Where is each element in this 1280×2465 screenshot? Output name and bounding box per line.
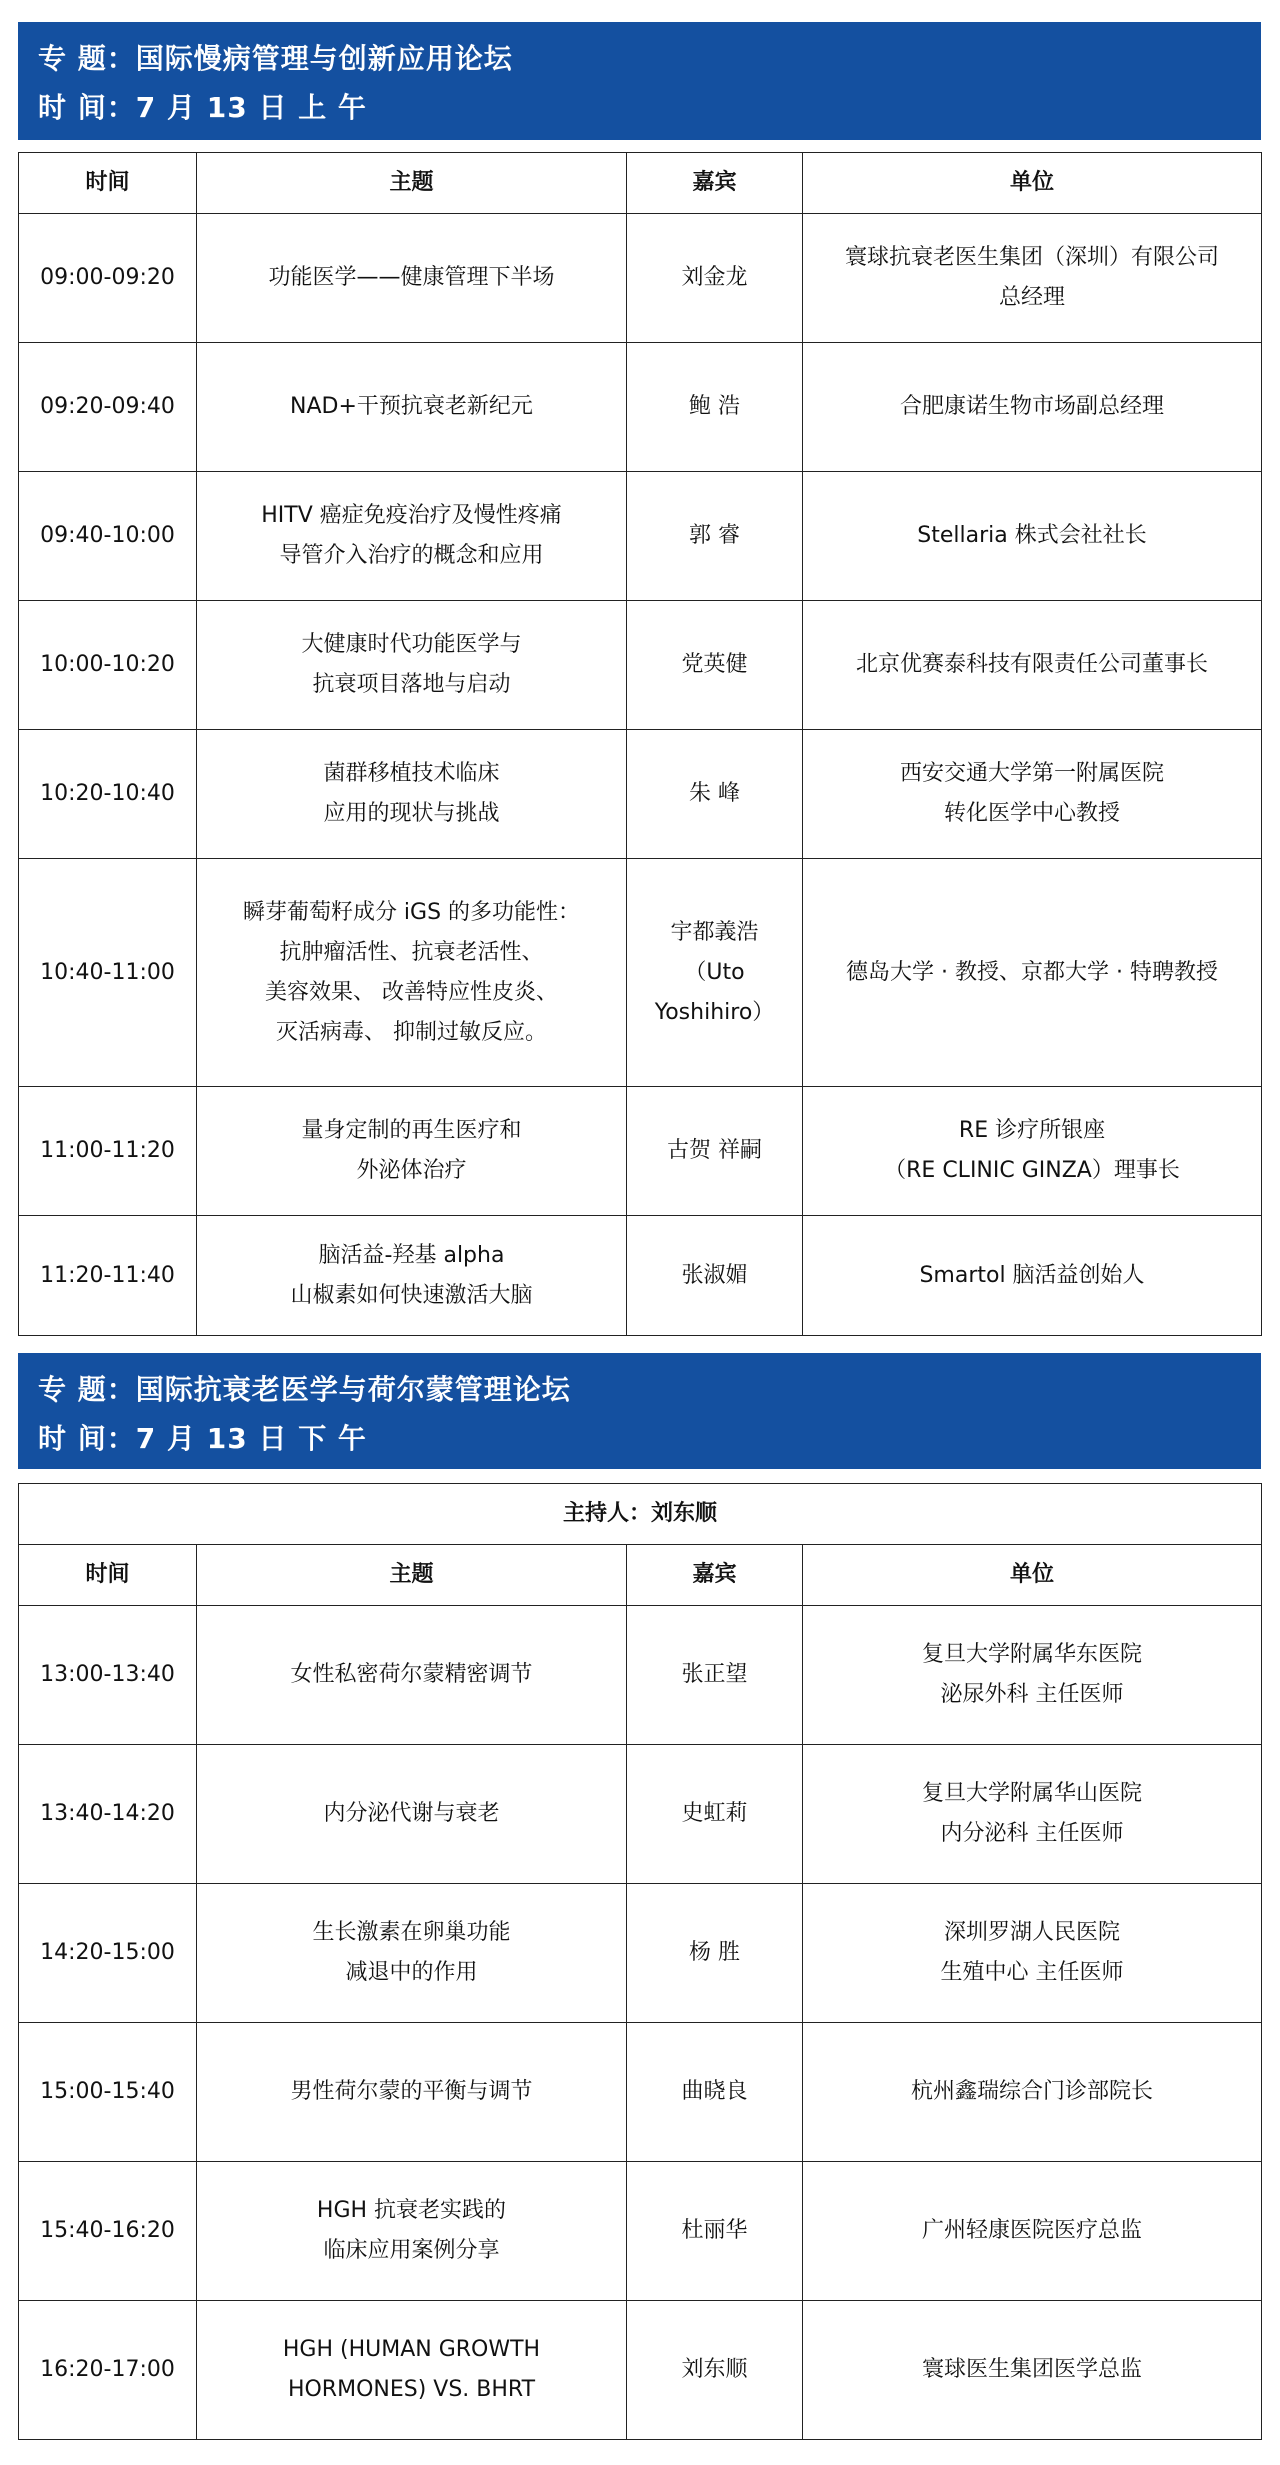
- cell-org: [803, 2023, 1262, 2162]
- cell-topic-line: 生长激素在卵巢功能: [312, 1920, 511, 1945]
- session2-time: 时 间：7 月 13 日 下 午: [38, 1422, 367, 1455]
- cell-org: [803, 1606, 1262, 1745]
- cell-topic: [197, 1087, 627, 1216]
- cell-topic: [197, 1884, 627, 2023]
- cell-org-line: 北京优赛泰科技有限责任公司董事长: [855, 652, 1208, 677]
- cell-speaker: [627, 1087, 803, 1216]
- cell-time: 10:40-11:00: [19, 859, 197, 1087]
- cell-org: [803, 601, 1262, 730]
- cell-speaker-line: 朱 峰: [689, 781, 740, 806]
- cell-topic-line: 美容效果、 改善特应性皮炎、: [265, 979, 558, 1005]
- cell-org-line: Smartol 脑活益创始人: [919, 1262, 1145, 1288]
- cell-speaker-line: 郭 睿: [689, 523, 740, 548]
- header-speaker: 嘉宾: [627, 153, 803, 214]
- cell-topic-line: 减退中的作用: [345, 1960, 478, 1985]
- cell-topic: [197, 1745, 627, 1884]
- cell-org: [803, 472, 1262, 601]
- cell-topic-line: 山椒素如何快速激活大脑: [290, 1282, 533, 1308]
- table-row: [19, 730, 1262, 859]
- cell-time: 09:20-09:40: [19, 343, 197, 472]
- cell-speaker: [627, 730, 803, 859]
- cell-org: [803, 2162, 1262, 2301]
- cell-org-line: Stellaria 株式会社社长: [917, 523, 1147, 548]
- cell-topic-line: 功能医学——健康管理下半场: [268, 265, 555, 290]
- cell-speaker-line: 刘金龙: [681, 265, 748, 290]
- cell-speaker: [627, 343, 803, 472]
- header-org: 单位: [803, 153, 1262, 214]
- cell-time: 10:20-10:40: [19, 730, 197, 859]
- cell-org-line: 德岛大学 · 教授、京都大学 · 特聘教授: [846, 959, 1218, 985]
- cell-speaker-line: 宇都義浩: [670, 919, 759, 945]
- cell-topic: [197, 1606, 627, 1745]
- table-header-row: [19, 153, 1262, 214]
- table-row: [19, 214, 1262, 343]
- cell-topic: [197, 859, 627, 1087]
- cell-topic-line: 大健康时代功能医学与: [301, 632, 522, 657]
- cell-speaker: [627, 1606, 803, 1745]
- cell-org-line: 总经理: [998, 285, 1065, 310]
- cell-speaker: [627, 2301, 803, 2440]
- session1-time: 时 间：7 月 13 日 上 午: [38, 91, 367, 124]
- header-time: 时间: [19, 153, 197, 214]
- cell-speaker-line: 张淑媚: [681, 1262, 748, 1288]
- cell-time: 11:00-11:20: [19, 1087, 197, 1216]
- cell-speaker-line: 古贺 祥嗣: [667, 1138, 762, 1163]
- cell-time: 09:40-10:00: [19, 472, 197, 601]
- header-topic: 主题: [197, 1545, 627, 1606]
- host-row: [19, 1484, 1262, 1545]
- cell-org: [803, 730, 1262, 859]
- table-row: [19, 2162, 1262, 2301]
- cell-speaker: [627, 2023, 803, 2162]
- cell-speaker-line: 史虹莉: [681, 1801, 748, 1826]
- cell-time: 15:40-16:20: [19, 2162, 197, 2301]
- cell-topic-line: HGH 抗衰老实践的: [316, 2198, 507, 2223]
- session2-table: [18, 1483, 1262, 2440]
- header-time: 时间: [19, 1545, 197, 1606]
- cell-topic: [197, 730, 627, 859]
- cell-topic: [197, 2162, 627, 2301]
- table-row: [19, 1216, 1262, 1336]
- cell-topic-line: 应用的现状与挑战: [323, 801, 500, 826]
- cell-time: 14:20-15:00: [19, 1884, 197, 2023]
- session1-table: [18, 152, 1262, 1336]
- cell-speaker-line: Yoshihiro）: [654, 999, 775, 1025]
- cell-org: [803, 2301, 1262, 2440]
- table-row: [19, 2301, 1262, 2440]
- table-row: [19, 859, 1262, 1087]
- header-topic: 主题: [197, 153, 627, 214]
- cell-org-line: RE 诊疗所银座: [958, 1118, 1106, 1143]
- cell-time: 13:40-14:20: [19, 1745, 197, 1884]
- cell-topic-line: 菌群移植技术临床: [323, 761, 500, 786]
- table-header-row: [19, 1545, 1262, 1606]
- cell-topic-line: HGH (HUMAN GROWTH: [282, 2337, 541, 2362]
- cell-speaker-line: 党英健: [681, 652, 748, 677]
- cell-speaker: [627, 601, 803, 730]
- cell-time: 13:00-13:40: [19, 1606, 197, 1745]
- cell-time: 11:20-11:40: [19, 1216, 197, 1336]
- cell-speaker-line: 张正望: [681, 1662, 748, 1687]
- cell-org-line: 寰球医生集团医学总监: [922, 2357, 1143, 2382]
- cell-time: 10:00-10:20: [19, 601, 197, 730]
- cell-speaker: [627, 1745, 803, 1884]
- cell-speaker-line: 刘东顺: [681, 2357, 748, 2382]
- cell-topic-line: HORMONES) VS. BHRT: [287, 2377, 536, 2402]
- table-row: [19, 343, 1262, 472]
- cell-org: [803, 214, 1262, 343]
- header-org: 单位: [803, 1545, 1262, 1606]
- cell-speaker: [627, 2162, 803, 2301]
- session2-banner: [18, 1353, 1261, 1469]
- cell-time: 09:00-09:20: [19, 214, 197, 343]
- cell-topic: [197, 2301, 627, 2440]
- cell-org: [803, 859, 1262, 1087]
- table-row: [19, 2023, 1262, 2162]
- cell-speaker-line: 鲍 浩: [689, 394, 740, 419]
- cell-topic-line: 外泌体治疗: [356, 1158, 467, 1183]
- host-label: 主持人：刘东顺: [19, 1484, 1262, 1545]
- cell-org-line: 复旦大学附属华山医院: [922, 1781, 1143, 1806]
- cell-org: [803, 1884, 1262, 2023]
- table-row: [19, 601, 1262, 730]
- cell-topic-line: HITV 癌症免疫治疗及慢性疼痛: [261, 503, 562, 528]
- cell-org-line: 西安交通大学第一附属医院: [899, 761, 1164, 786]
- session1-topic: 专 题：国际慢病管理与创新应用论坛: [38, 42, 513, 75]
- cell-speaker-line: 杨 胜: [689, 1940, 740, 1965]
- cell-topic-line: 脑活益-羟基 alpha: [318, 1242, 505, 1268]
- table-row: [19, 1745, 1262, 1884]
- cell-topic-line: 内分泌代谢与衰老: [323, 1801, 500, 1826]
- cell-topic-line: 女性私密荷尔蒙精密调节: [290, 1662, 533, 1687]
- table-row: [19, 1884, 1262, 2023]
- cell-org: [803, 1087, 1262, 1216]
- table-row: [19, 1087, 1262, 1216]
- cell-topic: [197, 343, 627, 472]
- cell-topic-line: 量身定制的再生医疗和: [301, 1118, 522, 1143]
- cell-org-line: （RE CLINIC GINZA）理事长: [884, 1158, 1180, 1183]
- cell-topic: [197, 214, 627, 343]
- cell-speaker-line: 曲晓良: [681, 2079, 748, 2104]
- cell-topic: [197, 472, 627, 601]
- cell-speaker: [627, 1884, 803, 2023]
- cell-topic-line: 导管介入治疗的概念和应用: [279, 543, 544, 568]
- cell-topic-line: 男性荷尔蒙的平衡与调节: [290, 2079, 533, 2104]
- cell-speaker-line: 杜丽华: [681, 2218, 748, 2243]
- cell-topic-line: NAD+干预抗衰老新纪元: [290, 394, 533, 419]
- cell-time: 15:00-15:40: [19, 2023, 197, 2162]
- cell-org-line: 内分泌科 主任医师: [940, 1821, 1124, 1846]
- cell-org: [803, 1216, 1262, 1336]
- cell-org-line: 泌尿外科 主任医师: [940, 1682, 1124, 1707]
- cell-org: [803, 1745, 1262, 1884]
- cell-org-line: 深圳罗湖人民医院: [944, 1920, 1121, 1945]
- cell-speaker: [627, 859, 803, 1087]
- table-row: [19, 1606, 1262, 1745]
- cell-topic-line: 灭活病毒、 抑制过敏反应。: [276, 1019, 547, 1045]
- cell-topic-line: 临床应用案例分享: [323, 2238, 500, 2263]
- cell-org-line: 杭州鑫瑞综合门诊部院长: [911, 2079, 1154, 2104]
- cell-speaker: [627, 1216, 803, 1336]
- cell-org: [803, 343, 1262, 472]
- cell-topic-line: 瞬芽葡萄籽成分 iGS 的多功能性：: [242, 899, 581, 925]
- cell-speaker-line: （Uto: [684, 959, 745, 985]
- table-row: [19, 472, 1262, 601]
- cell-org-line: 复旦大学附属华东医院: [922, 1642, 1143, 1667]
- cell-topic-line: 抗肿瘤活性、抗衰老活性、: [279, 939, 544, 965]
- header-speaker: 嘉宾: [627, 1545, 803, 1606]
- cell-org-line: 寰球抗衰老医生集团（深圳）有限公司: [844, 245, 1219, 270]
- session2-topic: 专 题：国际抗衰老医学与荷尔蒙管理论坛: [38, 1373, 571, 1406]
- cell-speaker: [627, 472, 803, 601]
- cell-time: 16:20-17:00: [19, 2301, 197, 2440]
- cell-org-line: 广州轻康医院医疗总监: [922, 2218, 1143, 2243]
- cell-topic: [197, 1216, 627, 1336]
- cell-org-line: 转化医学中心教授: [943, 801, 1120, 826]
- cell-topic: [197, 2023, 627, 2162]
- session1-banner: [18, 22, 1261, 140]
- cell-speaker: [627, 214, 803, 343]
- cell-org-line: 生殖中心 主任医师: [940, 1960, 1124, 1985]
- cell-topic-line: 抗衰项目落地与启动: [312, 672, 511, 697]
- cell-topic: [197, 601, 627, 730]
- cell-org-line: 合肥康诺生物市场副总经理: [899, 394, 1164, 419]
